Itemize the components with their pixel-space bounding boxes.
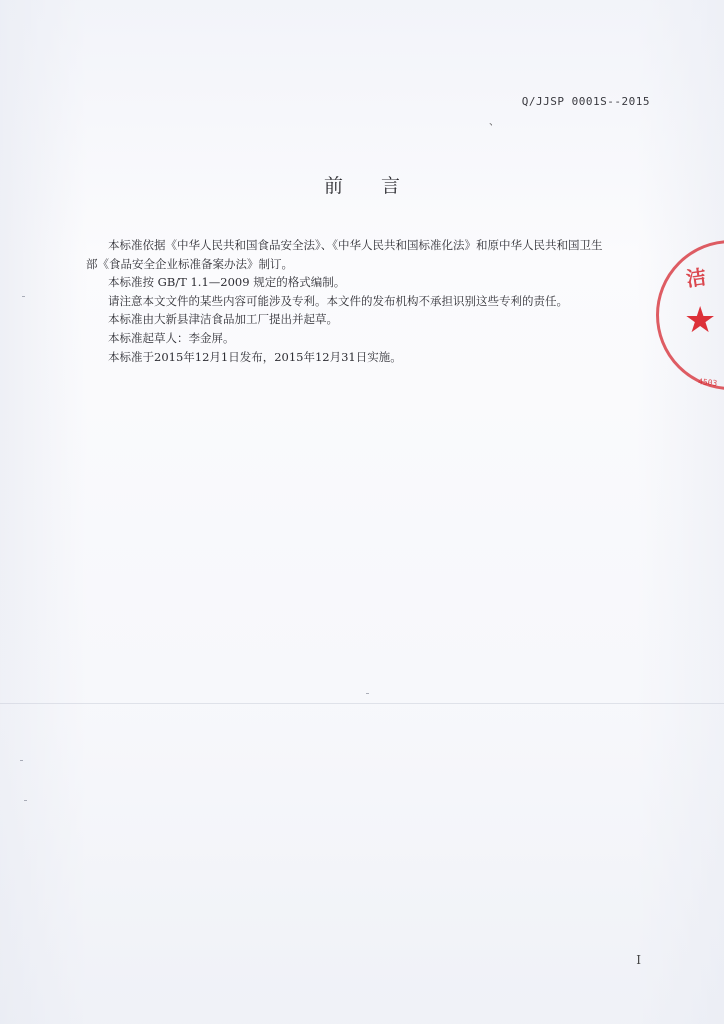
scan-speck — [20, 760, 23, 761]
paragraph-2: 本标准按 GB/T 1.1—2009 规定的格式编制。 — [108, 275, 346, 290]
standard-code: Q/JJSP 0001S--2015 — [521, 95, 650, 108]
scan-speck — [366, 693, 369, 694]
company-seal — [648, 240, 724, 400]
stray-mark: 、 — [489, 117, 499, 128]
seal-code: 4503 — [697, 377, 718, 388]
page-number: I — [636, 953, 641, 967]
star-icon: ★ — [684, 300, 717, 341]
scan-speck — [22, 296, 25, 297]
page-title: 前言 — [323, 175, 438, 197]
paragraph-6: 本标准于2015年12月1日发布，2015年12月31日实施。 — [108, 349, 402, 364]
paragraph-1: 本标准依据《中华人民共和国食品安全法》、《中华人民共和国标准化法》和原中华人民共和国卫生 — [108, 238, 603, 252]
foreword-body — [86, 236, 666, 366]
scan-fold-line — [0, 703, 724, 704]
paragraph-3: 请注意本文文件的某些内容可能涉及专利。本文件的发布机构不承担识别这些专利的责任。 — [108, 293, 568, 308]
paragraph-4: 本标准由大新县津洁食品加工厂提出并起草。 — [108, 312, 338, 327]
seal-text: 洁 — [684, 264, 708, 292]
paragraph-5: 本标准起草人：李金屏。 — [108, 330, 235, 345]
paragraph-1-continued: 部《食品安全企业标准备案办法》制订。 — [86, 256, 293, 271]
scan-speck — [24, 800, 27, 801]
